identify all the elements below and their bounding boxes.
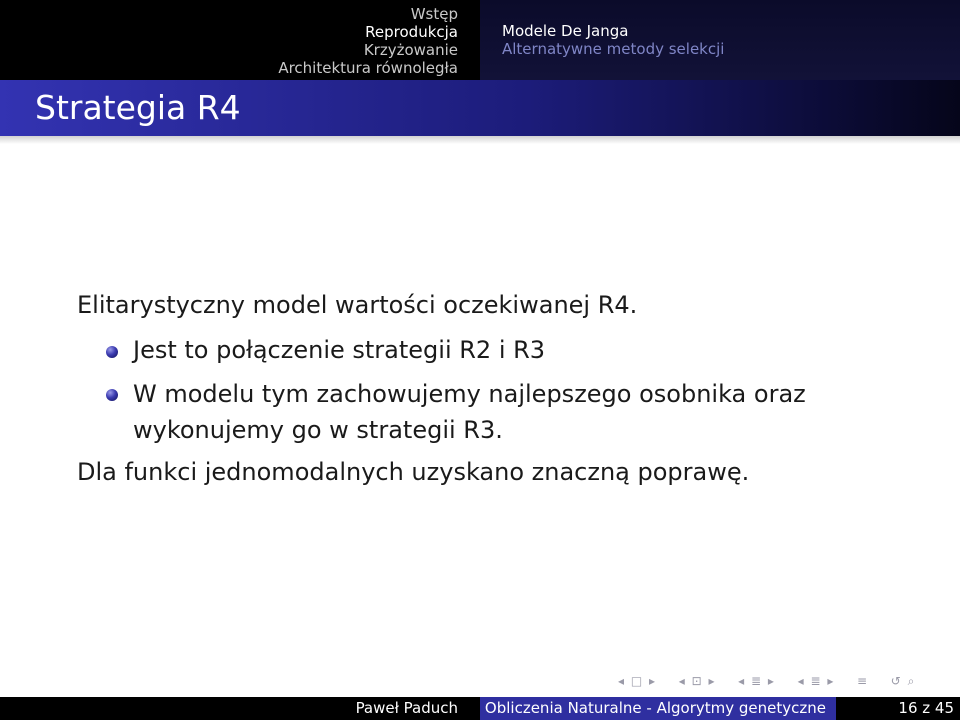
beamer-navigation <box>618 672 917 690</box>
nav-subsection-icon[interactable]: ≣ <box>751 674 762 688</box>
nav-frame-icon[interactable]: ⊡ <box>691 674 702 688</box>
nav-search-icon[interactable]: ⌕ <box>907 674 915 688</box>
section-header <box>0 0 480 80</box>
nav-slide-icon[interactable]: □ <box>630 674 643 688</box>
subsection-current[interactable]: Modele De Janga <box>502 22 629 40</box>
section-reprodukcja[interactable]: Reprodukcja <box>365 23 458 41</box>
bullet-item-2: W modelu tym zachowujemy najlepszego osobnika oraz <box>133 380 806 408</box>
section-architektura[interactable]: Architektura równoległa <box>278 59 458 77</box>
conclusion-text: Dla funkci jednomodalnych uzyskano znaczną poprawę. <box>77 458 750 486</box>
bullet-item-2-continuation: wykonujemy go w strategii R3. <box>133 416 503 444</box>
footer-title-block <box>480 697 836 720</box>
bullet-ball-icon <box>106 389 118 401</box>
bullet-item-1: Jest to połączenie strategii R2 i R3 <box>133 336 546 364</box>
nav-prev-slide-icon[interactable]: ◂ <box>618 674 625 688</box>
nav-section-icon[interactable]: ≣ <box>810 674 821 688</box>
section-wstep[interactable]: Wstęp <box>410 5 458 23</box>
intro-text: Elitarystyczny model wartości oczekiwanej R4. <box>77 291 638 319</box>
footer-title: Obliczenia Naturalne - Algorytmy genetyczne <box>484 699 826 717</box>
footer-author: Paweł Paduch <box>355 699 458 717</box>
nav-prev-subsection-icon[interactable]: ◂ <box>738 674 745 688</box>
nav-back-icon[interactable]: ↺ <box>890 674 901 688</box>
footer-page-number: 16 z 45 <box>898 699 954 717</box>
bullet-ball-icon <box>106 346 118 358</box>
nav-prev-frame-icon[interactable]: ◂ <box>678 674 685 688</box>
subsection-header <box>480 0 960 80</box>
footer-page-block <box>836 697 960 720</box>
slide-title: Strategia R4 <box>35 88 241 127</box>
nav-next-section-icon[interactable]: ▸ <box>827 674 834 688</box>
section-list <box>278 5 458 77</box>
subsection-other[interactable]: Alternatywne metody selekcji <box>502 40 725 58</box>
nav-prev-section-icon[interactable]: ◂ <box>797 674 804 688</box>
nav-next-frame-icon[interactable]: ▸ <box>708 674 715 688</box>
footer-author-block <box>0 697 480 720</box>
section-krzyzowanie[interactable]: Krzyżowanie <box>363 41 458 59</box>
nav-next-slide-icon[interactable]: ▸ <box>649 674 656 688</box>
frame-title-band <box>0 80 960 136</box>
nav-next-subsection-icon[interactable]: ▸ <box>767 674 774 688</box>
nav-document-icon[interactable]: ≡ <box>857 674 868 688</box>
subsection-list <box>502 22 724 58</box>
title-shadow <box>0 136 960 144</box>
